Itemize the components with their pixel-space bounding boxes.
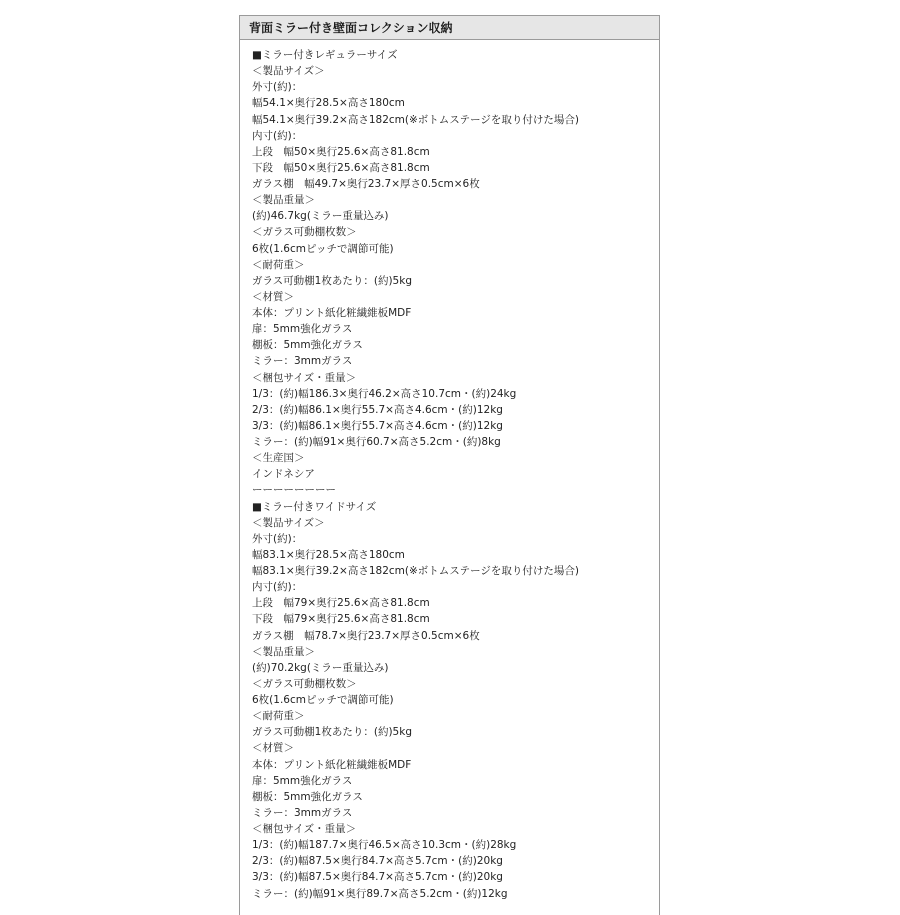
spec-line: ガラス棚 幅78.7×奥行23.7×厚さ0.5cm×6枚 <box>252 629 480 642</box>
spec-line: ＜製品重量＞ <box>252 194 315 207</box>
spec-line: ミラー：3mmガラス <box>252 355 353 368</box>
spec-line: 幅54.1×奥行39.2×高さ182cm(※ボトムステージを取り付けた場合) <box>252 113 579 126</box>
spec-line: 内寸(約)： <box>252 581 303 594</box>
spec-line: 棚板：5mm強化ガラス <box>252 790 363 803</box>
spec-line: 外寸(約)： <box>252 81 303 94</box>
spec-line: (約)70.2kg(ミラー重量込み) <box>252 661 389 674</box>
spec-line: 本体：プリント紙化粧繊維板MDF <box>252 758 412 771</box>
spec-line: ＜材質＞ <box>252 290 294 303</box>
spec-line: ＜材質＞ <box>252 742 294 755</box>
spec-line: ガラス可動棚1枚あたり：(約)5kg <box>252 274 412 287</box>
spec-line: 上段 幅79×奥行25.6×高さ81.8cm <box>252 597 430 610</box>
spec-line: ■ミラー付きワイドサイズ <box>252 500 377 513</box>
spec-table <box>239 15 660 915</box>
spec-line: 幅54.1×奥行28.5×高さ180cm <box>252 97 405 110</box>
spec-line: 1/3：(約)幅186.3×奥行46.2×高さ10.7cm・(約)24kg <box>252 387 517 400</box>
spec-line: ＜ガラス可動棚枚数＞ <box>252 226 357 239</box>
spec-line: ミラー：(約)幅91×奥行60.7×高さ5.2cm・(約)8kg <box>252 436 501 448</box>
spec-line: 本体：プリント紙化粧繊維板MDF <box>252 307 412 319</box>
spec-line: ＜耐荷重＞ <box>252 710 305 723</box>
spec-line: 6枚(1.6cmピッチで調節可能) <box>252 242 394 255</box>
spec-line: ミラー：(約)幅91×奥行89.7×高さ5.2cm・(約)12kg <box>252 887 508 900</box>
spec-line: 下段 幅50×奥行25.6×高さ81.8cm <box>252 161 430 174</box>
spec-line: ＜製品重量＞ <box>252 645 315 658</box>
spec-line: 扉：5mm強化ガラス <box>252 323 353 336</box>
spec-line: 内寸(約)： <box>252 129 303 142</box>
spec-line: ＜梱包サイズ・重量＞ <box>252 823 357 835</box>
spec-line: 2/3：(約)幅86.1×奥行55.7×高さ4.6cm・(約)12kg <box>252 403 503 416</box>
spec-line: 幅83.1×奥行28.5×高さ180cm <box>252 548 405 561</box>
spec-line: ■ミラー付きレギュラーサイズ <box>252 49 398 61</box>
spec-line: ＜梱包サイズ・重量＞ <box>252 371 357 384</box>
spec-line: 2/3：(約)幅87.5×奥行84.7×高さ5.7cm・(約)20kg <box>252 855 503 868</box>
spec-line: 3/3：(約)幅86.1×奥行55.7×高さ4.6cm・(約)12kg <box>252 419 503 432</box>
spec-line: ＜生産国＞ <box>252 452 305 465</box>
spec-line: インドネシア <box>252 468 315 481</box>
spec-line: 上段 幅50×奥行25.6×高さ81.8cm <box>252 145 430 158</box>
spec-line: ガラス棚 幅49.7×奥行23.7×厚さ0.5cm×6枚 <box>252 178 480 190</box>
spec-table-title: 背面ミラー付き壁面コレクション収納 <box>240 16 659 40</box>
spec-line: 下段 幅79×奥行25.6×高さ81.8cm <box>252 613 430 626</box>
spec-line: 棚板：5mm強化ガラス <box>252 339 363 352</box>
spec-line: ミラー：3mmガラス <box>252 806 353 819</box>
spec-table-body <box>252 47 652 902</box>
spec-line: 6枚(1.6cmピッチで調節可能) <box>252 694 394 706</box>
spec-line: ーーーーーーーー <box>252 484 336 497</box>
spec-line: ＜製品サイズ＞ <box>252 516 325 529</box>
spec-line: ガラス可動棚1枚あたり：(約)5kg <box>252 726 412 739</box>
spec-line: ＜ガラス可動棚枚数＞ <box>252 677 357 690</box>
spec-line: 3/3：(約)幅87.5×奥行84.7×高さ5.7cm・(約)20kg <box>252 871 503 884</box>
spec-line: ＜製品サイズ＞ <box>252 65 325 78</box>
spec-line: 扉：5mm強化ガラス <box>252 774 353 787</box>
spec-line: 幅83.1×奥行39.2×高さ182cm(※ボトムステージを取り付けた場合) <box>252 565 579 577</box>
spec-line: 1/3：(約)幅187.7×奥行46.5×高さ10.3cm・(約)28kg <box>252 839 517 852</box>
spec-line: ＜耐荷重＞ <box>252 258 305 271</box>
spec-line: (約)46.7kg(ミラー重量込み) <box>252 210 389 223</box>
spec-line: 外寸(約)： <box>252 532 303 545</box>
